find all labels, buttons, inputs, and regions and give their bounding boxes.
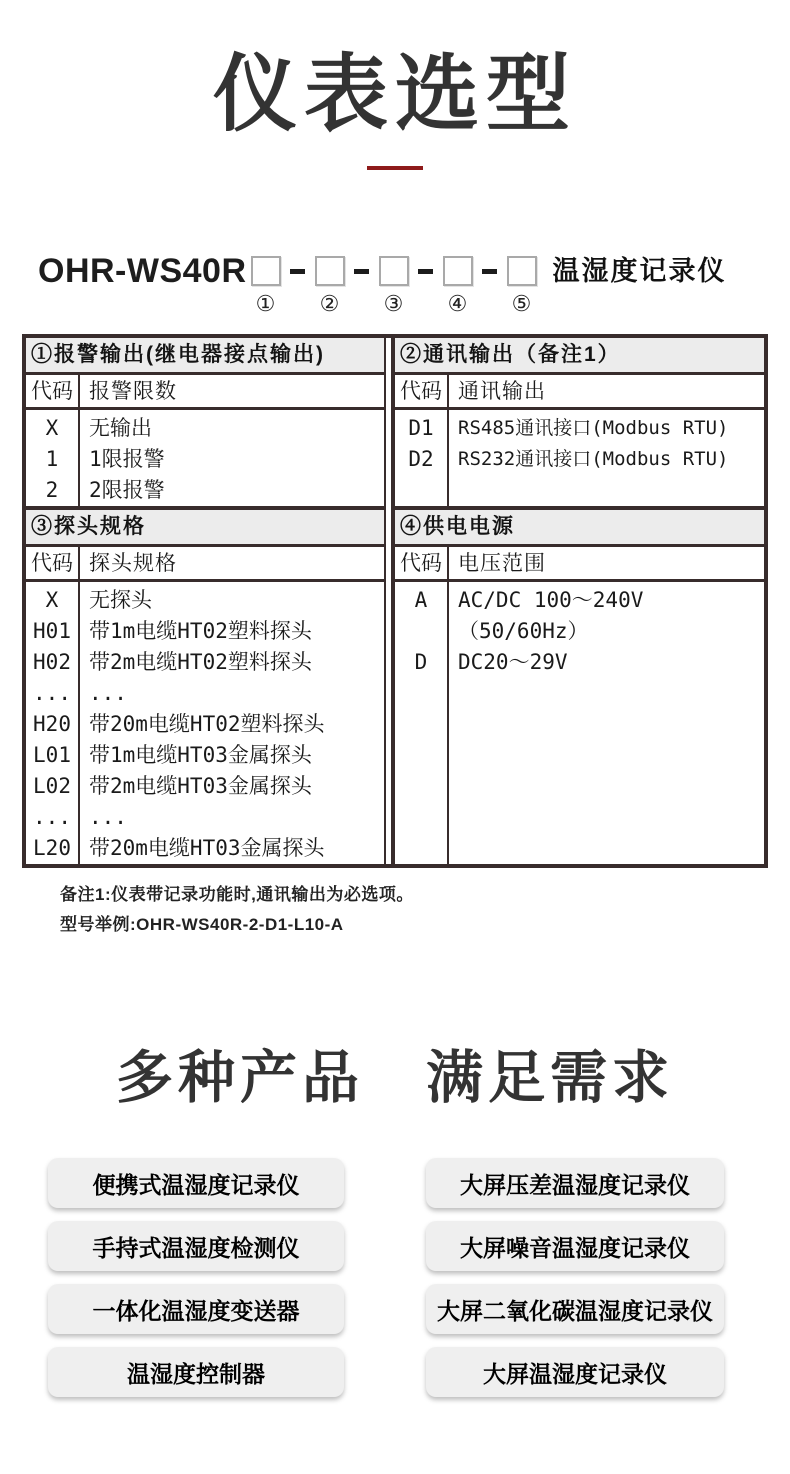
table-cell-code: X <box>45 587 59 612</box>
product-button-bigscreen-co2-recorder[interactable]: 大屏二氧化碳温湿度记录仪 <box>426 1284 724 1334</box>
table-cell-code <box>395 616 447 647</box>
table-cell-desc: （50/60Hz） <box>458 618 589 643</box>
column-header-row <box>395 547 764 582</box>
page-title: 仪表选型 <box>212 47 577 141</box>
slot-number: ② <box>319 290 340 316</box>
table-cell-code: X <box>45 415 59 440</box>
table-cell-desc: 无探头 <box>89 587 152 612</box>
model-prefix: OHR-WS40R <box>38 251 247 290</box>
alarm-code-column <box>26 410 80 506</box>
section-title-probe-spec: ③探头规格 <box>26 506 384 547</box>
table-cell-desc: ... <box>89 804 127 829</box>
model-slot-4 <box>443 256 473 316</box>
table-cell-desc: 带20m电缆HT03金属探头 <box>89 835 325 860</box>
model-code-row <box>38 251 790 316</box>
table-cell-desc: 2限报警 <box>89 477 165 502</box>
alarm-data-area <box>26 410 384 506</box>
table-cell-code: D <box>414 649 428 674</box>
section-title-alarm-output: ①报警输出(继电器接点输出) <box>26 338 384 375</box>
comm-code-column <box>395 410 449 506</box>
probe-desc-column <box>80 582 384 864</box>
product-button-bigscreen-noise-recorder[interactable]: 大屏噪音温湿度记录仪 <box>426 1221 724 1271</box>
product-button-bigscreen-pressure-recorder[interactable]: 大屏压差温湿度记录仪 <box>426 1158 724 1208</box>
column-header-code: 代码 <box>395 375 449 407</box>
selection-table <box>22 334 768 868</box>
alarm-desc-column <box>80 410 384 506</box>
model-slot-box <box>507 256 537 286</box>
model-slot-5 <box>507 256 537 316</box>
comm-desc-column <box>449 410 764 506</box>
table-cell-code: D1 <box>408 415 434 440</box>
table-right-half <box>391 338 764 864</box>
dash-separator <box>482 269 497 274</box>
table-cell-code: ... <box>33 804 71 829</box>
table-cell-desc: AC/DC 100～240V <box>458 587 644 612</box>
product-button-grid <box>48 1158 790 1397</box>
model-slot-2 <box>315 256 345 316</box>
section-title-comm-output: ②通讯输出（备注1） <box>395 338 764 375</box>
table-cell-code: D2 <box>408 446 434 471</box>
table-cell-desc: 带1m电缆HT03金属探头 <box>89 742 312 767</box>
notes-block <box>60 880 790 940</box>
table-cell-code: H02 <box>33 649 71 674</box>
table-cell-desc: 1限报警 <box>89 446 165 471</box>
table-left-half <box>26 338 386 864</box>
table-cell-desc: ... <box>89 680 127 705</box>
probe-code-column <box>26 582 80 864</box>
section-title-power-supply: ④供电电源 <box>395 506 764 547</box>
table-cell-desc: 带20m电缆HT02塑料探头 <box>89 711 325 736</box>
slot-number: ⑤ <box>511 290 532 316</box>
table-cell-code: A <box>414 587 428 612</box>
model-slot-box <box>251 256 281 286</box>
model-slot-1 <box>251 256 281 316</box>
table-cell-code: H01 <box>33 618 71 643</box>
table-cell-desc: RS485通讯接口(Modbus RTU) <box>458 416 729 439</box>
column-header-row <box>395 375 764 410</box>
title-underline <box>367 166 423 170</box>
table-cell-code: L20 <box>33 835 71 860</box>
table-cell-desc: RS232通讯接口(Modbus RTU) <box>458 447 729 470</box>
column-header-row <box>26 375 384 410</box>
power-desc-column <box>449 582 764 864</box>
model-slot-box <box>443 256 473 286</box>
column-header-code: 代码 <box>395 547 449 579</box>
product-button-handheld-detector[interactable]: 手持式温湿度检测仪 <box>48 1221 344 1271</box>
table-cell-desc: 带2m电缆HT03金属探头 <box>89 773 312 798</box>
product-button-integrated-transmitter[interactable]: 一体化温湿度变送器 <box>48 1284 344 1334</box>
table-cell-desc: 带2m电缆HT02塑料探头 <box>89 649 312 674</box>
power-code-column <box>395 582 449 864</box>
table-cell-code: H20 <box>33 711 71 736</box>
model-slot-box <box>379 256 409 286</box>
products-heading: 多种产品 满足需求 <box>116 1045 674 1110</box>
note-line-1: 备注1:仪表带记录功能时,通讯输出为必选项。 <box>60 884 414 904</box>
column-header-code: 代码 <box>26 375 80 407</box>
product-button-portable-recorder[interactable]: 便携式温湿度记录仪 <box>48 1158 344 1208</box>
column-header-row <box>26 547 384 582</box>
slot-number: ① <box>255 290 276 316</box>
table-cell-code: ... <box>33 680 71 705</box>
table-cell-code: L02 <box>33 773 71 798</box>
table-cell-code: 2 <box>45 477 59 502</box>
column-header-desc: 探头规格 <box>89 550 177 575</box>
comm-data-area <box>395 410 764 506</box>
product-button-humidity-controller[interactable]: 温湿度控制器 <box>48 1347 344 1397</box>
power-data-area <box>395 582 764 864</box>
column-header-desc: 电压范围 <box>458 550 546 575</box>
model-slot-3 <box>379 256 409 316</box>
dash-separator <box>418 269 433 274</box>
table-cell-desc: 无输出 <box>89 415 152 440</box>
table-cell-desc: 带1m电缆HT02塑料探头 <box>89 618 312 643</box>
dash-separator <box>354 269 369 274</box>
note-line-example: 型号举例:OHR-WS40R-2-D1-L10-A <box>60 914 344 934</box>
table-cell-code: L01 <box>33 742 71 767</box>
column-header-desc: 报警限数 <box>89 378 177 403</box>
column-header-code: 代码 <box>26 547 80 579</box>
probe-data-area <box>26 582 384 864</box>
dash-separator <box>290 269 305 274</box>
table-cell-desc: DC20～29V <box>458 649 568 674</box>
table-cell-code: 1 <box>45 446 59 471</box>
model-suffix: 温湿度记录仪 <box>552 255 727 286</box>
slot-number: ④ <box>447 290 468 316</box>
column-header-desc: 通讯输出 <box>458 378 546 403</box>
product-button-bigscreen-recorder[interactable]: 大屏温湿度记录仪 <box>426 1347 724 1397</box>
slot-number: ③ <box>383 290 404 316</box>
model-slot-box <box>315 256 345 286</box>
